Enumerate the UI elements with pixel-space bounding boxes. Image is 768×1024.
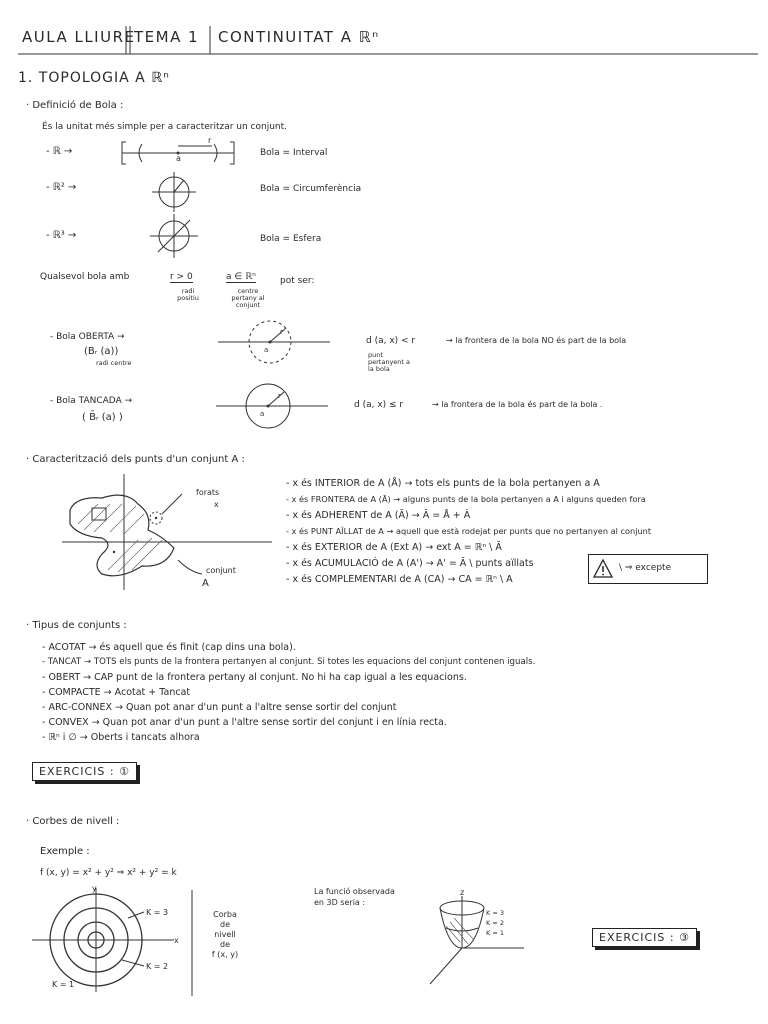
open-ball-label: - Bola OBERTA →	[50, 332, 125, 342]
desc-r2: Bola = Circumferència	[260, 184, 362, 194]
set-types-list	[42, 642, 742, 747]
curves-label-y: y	[92, 884, 97, 893]
open-ball-condition-note: punt pertanyent a la bola	[368, 351, 411, 373]
diagram-label-x: x	[214, 500, 219, 509]
closed-ball-diagram	[216, 380, 328, 432]
diagram-label-A: A	[202, 578, 209, 589]
paraboloid-levels	[486, 908, 504, 938]
curve-note	[200, 910, 250, 960]
interval-diagram	[118, 138, 238, 168]
set-type-item: - ARC-CONNEX → Quan pot anar d'un punt a l'altre sense sortir del conjunt	[42, 702, 397, 713]
divider-line	[188, 890, 196, 996]
svg-text:a: a	[264, 346, 269, 354]
curves-label-k3: K = 3	[146, 908, 169, 917]
open-ball-diagram	[218, 316, 330, 366]
closed-ball-symbol: ( B̄ᵣ (a) )	[82, 412, 123, 423]
example-label: Exemple :	[40, 846, 90, 857]
curve-note-line: Corba	[213, 910, 237, 919]
warning-box	[588, 554, 708, 584]
closed-ball-label: - Bola TANCADA →	[50, 396, 133, 406]
curve-note-line: f (x, y)	[211, 950, 239, 959]
page-header	[18, 24, 758, 58]
set-type-item: - ACOTAT → és aquell que és finit (cap dins una bola).	[42, 642, 296, 653]
point-type-item: - x és ACUMULACIÓ de A (A') → A' = Ā \ punts aïllats	[286, 558, 534, 569]
set-type-item: - TANCAT → TOTS els punts de la frontera pertanyen al conjunt. Si totes les equacions del conjunt contenen iguals.	[42, 657, 536, 667]
paraboloid-diagram	[424, 896, 524, 988]
diagram-label-forats: forats	[196, 488, 220, 497]
exercises-1-box: EXERCICIS : ①	[32, 762, 137, 781]
set-diagram	[62, 474, 272, 592]
paraboloid-level-label: K = 2	[486, 919, 504, 927]
point-type-item: - x és ADHERENT de A (Ā) → Ā = Å + Ȧ	[286, 510, 471, 521]
tipus-heading: · Tipus de conjunts :	[26, 620, 127, 631]
open-ball-symbol-note: radi centre	[96, 359, 132, 367]
curves-label-k2: K = 2	[146, 962, 169, 971]
any-ball-tail: pot ser:	[280, 276, 315, 286]
function-3d-note	[314, 886, 395, 908]
space-r3: - ℝ³ →	[46, 230, 77, 241]
point-type-item: - x és PUNT AÏLLAT de A → aquell que està rodejat per punts que no pertanyen al conjunt	[286, 526, 652, 536]
carac-heading: · Caracterització dels punts d'un conjunt A :	[26, 454, 245, 465]
function-3d-note-line: en 3D seria :	[314, 898, 366, 907]
svg-text:a: a	[260, 410, 265, 418]
warning-text: \ ⇒ excepte	[619, 563, 672, 573]
paraboloid-label-z: z	[460, 888, 465, 897]
bola-heading: · Definició de Bola :	[26, 100, 124, 111]
curve-note-line: nivell	[214, 930, 236, 939]
interval-label-r: r	[208, 136, 212, 145]
set-type-item: - COMPACTE → Acotat + Tancat	[42, 687, 191, 698]
any-ball-a: a ∈ ℝⁿ	[226, 272, 256, 282]
svg-text:r: r	[280, 328, 283, 336]
space-r2: - ℝ² →	[46, 182, 77, 193]
paraboloid-level-label: K = 3	[486, 909, 504, 917]
curves-label-k1: K = 1	[52, 980, 75, 989]
set-type-item: - OBERT → CAP punt de la frontera pertany al conjunt. No hi ha cap igual a les equacions.	[42, 672, 467, 683]
diagram-label-conjunt: conjunt	[206, 566, 236, 575]
open-ball-symbol: (Bᵣ (a))	[84, 346, 119, 357]
exercises-3-box: EXERCICIS : ③	[592, 928, 697, 947]
corbes-heading: · Corbes de nivell :	[26, 816, 120, 827]
desc-r3: Bola = Esfera	[260, 234, 322, 244]
level-curves-diagram	[32, 888, 182, 992]
sphere-diagram	[150, 212, 198, 260]
curve-note-line: de	[220, 920, 230, 929]
svg-text:r: r	[278, 392, 281, 400]
interval-label-a: a	[176, 154, 181, 163]
curves-label-x: x	[174, 936, 179, 945]
point-type-item: - x és INTERIOR de A (Å) → tots els punts de la bola pertanyen a A	[286, 478, 600, 489]
set-type-item: - ℝⁿ i ∅ → Oberts i tancats alhora	[42, 732, 200, 743]
bola-intro: És la unitat més simple per a caracteritzar un conjunt.	[42, 122, 288, 132]
point-type-item: - x és COMPLEMENTARI de A (CA) → CA = ℝⁿ \ A	[286, 574, 513, 585]
circle-diagram	[152, 170, 196, 214]
warning-icon	[593, 559, 613, 579]
header-topic-title: CONTINUITAT A ℝⁿ	[218, 28, 380, 46]
header-course: AULA LLIURE	[22, 28, 136, 46]
space-r1: - ℝ →	[46, 146, 73, 157]
any-ball-r: r > 0	[170, 272, 193, 282]
paraboloid-level-label: K = 1	[486, 929, 504, 937]
header-lines	[18, 24, 758, 58]
header-topic-number: TEMA 1	[134, 28, 200, 46]
example-formula: f (x, y) = x² + y² ⇒ x² + y² = k	[40, 868, 177, 878]
any-ball-a-note: centre pertany al conjunt	[231, 287, 265, 309]
open-ball-result: → la frontera de la bola NO és part de la bola	[446, 336, 627, 345]
closed-ball-result: → la frontera de la bola és part de la bola .	[432, 400, 603, 409]
function-3d-note-line: La funció observada	[314, 887, 395, 896]
point-type-item: - x és EXTERIOR de A (Ext A) → ext A = ℝⁿ \ Ā	[286, 542, 502, 553]
any-ball-text: Qualsevol bola amb	[40, 272, 130, 282]
closed-ball-condition: d (a, x) ≤ r	[354, 400, 404, 410]
set-type-item: - CONVEX → Quan pot anar d'un punt a l'altre sense sortir del conjunt i en línia recta.	[42, 717, 447, 728]
any-ball-r-note: radi positiu	[177, 287, 199, 302]
point-type-item: - x és FRONTERA de A (Ā) → alguns punts de la bola pertanyen a A i alguns queden fora	[286, 494, 646, 504]
open-ball-condition: d (a, x) < r	[366, 336, 416, 346]
desc-r1: Bola = Interval	[260, 148, 328, 158]
section-title: 1. TOPOLOGIA A ℝⁿ	[18, 70, 170, 86]
curve-note-line: de	[220, 940, 230, 949]
